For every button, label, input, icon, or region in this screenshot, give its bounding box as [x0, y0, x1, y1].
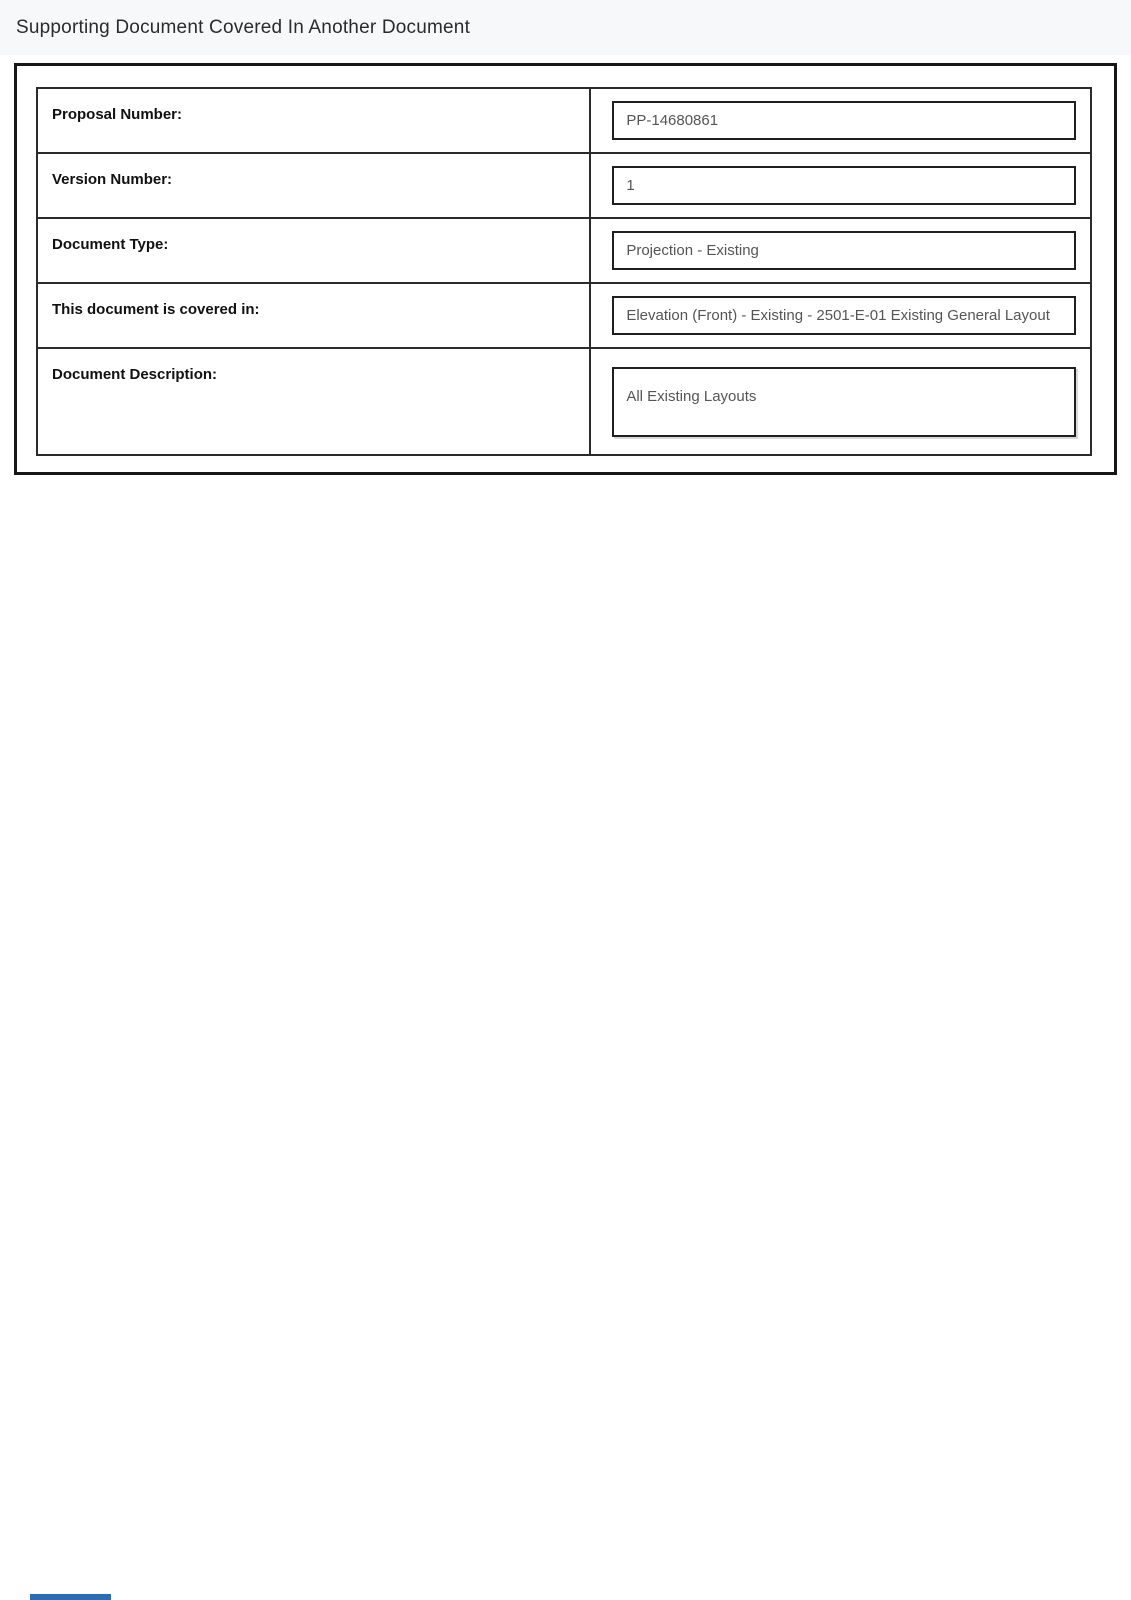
proposal-number-cell [590, 88, 1091, 153]
covered-in-label: This document is covered in: [37, 283, 590, 348]
form-table [36, 87, 1092, 456]
version-number-cell [590, 153, 1091, 218]
covered-in-input[interactable]: Elevation (Front) - Existing - 2501-E-01 Existing General Layout [612, 296, 1076, 335]
table-row [37, 283, 1091, 348]
document-description-label: Document Description: [37, 348, 590, 455]
document-type-label: Document Type: [37, 218, 590, 283]
page-title: Supporting Document Covered In Another Document [16, 16, 471, 38]
version-number-input[interactable]: 1 [612, 166, 1076, 205]
document-description-textarea[interactable]: All Existing Layouts [612, 367, 1076, 437]
table-row [37, 218, 1091, 283]
form-card [14, 63, 1117, 475]
table-row [37, 88, 1091, 153]
table-row [37, 153, 1091, 218]
proposal-number-input[interactable]: PP-14680861 [612, 101, 1076, 140]
page-header [0, 0, 1131, 55]
document-type-cell [590, 218, 1091, 283]
page-bottom-blue-bar [30, 1594, 111, 1600]
proposal-number-label: Proposal Number: [37, 88, 590, 153]
version-number-label: Version Number: [37, 153, 590, 218]
document-type-input[interactable]: Projection - Existing [612, 231, 1076, 270]
table-row [37, 348, 1091, 455]
document-description-cell [590, 348, 1091, 455]
covered-in-cell [590, 283, 1091, 348]
